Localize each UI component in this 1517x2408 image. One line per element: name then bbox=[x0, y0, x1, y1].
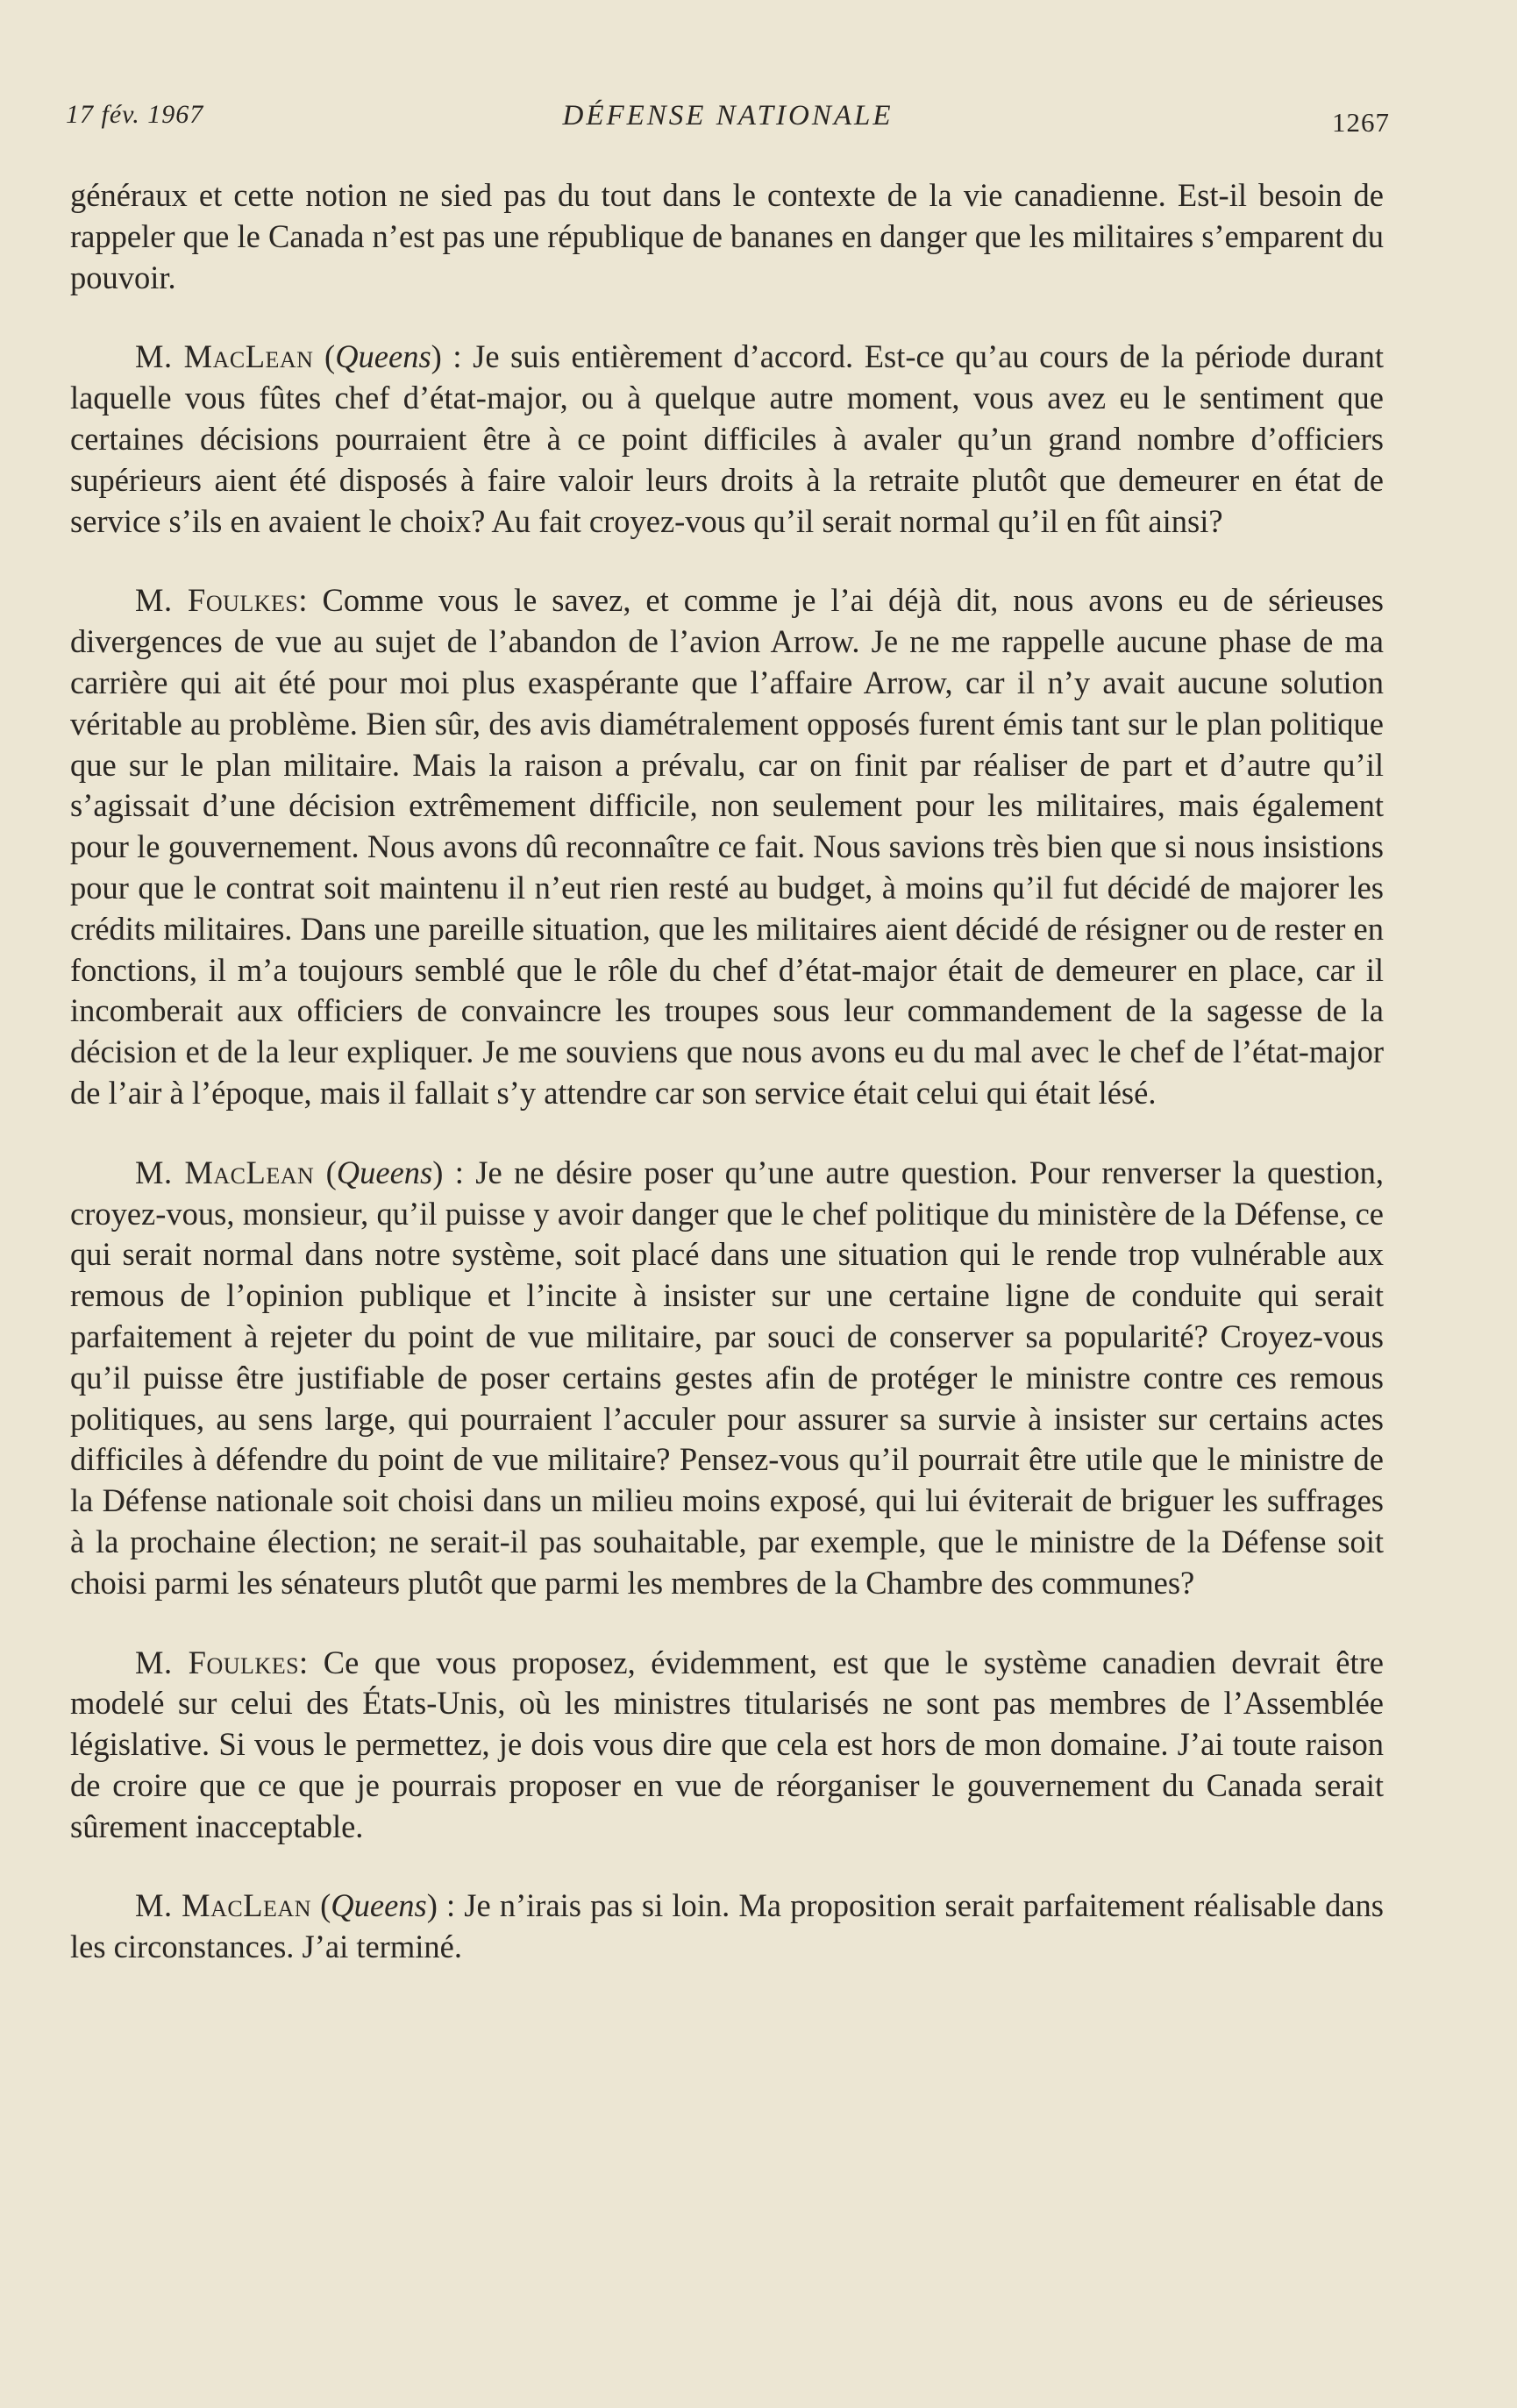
paragraph-foulkes-1: M. Foulkes: Comme vous le savez, et comme je l’ai déjà dit, nous avons eu de sérieuses divergences de vue au sujet de l’abandon de l’avion Arrow. Je ne me rappelle aucune phase de ma carrière qui ait été pour moi plus exaspérante que l’affaire Arrow, car il n’y avait aucune solution véritable au problème. Bien sûr, des avis diamétralement opposés furent émis tant sur le plan politique que sur le plan militaire. Mais la raison a prévalu, car on finit par réaliser de part et d’autre qu’il s’agissait d’une décision extrêmement difficile, non seulement pour les militaires, mais également pour le gouvernement. Nous avons dû reconnaître ce fait. Nous savions très bien que si nous insistions pour que le contrat soit maintenu il n’eut rien resté au budget, à moins qu’il fut décidé de majorer les crédits militaires. Dans une pareille situation, que les militaires aient décidé de résigner ou de rester en fonctions, il m’a toujours semblé que le rôle du chef d’état-major était de demeurer en place, car il incomberait aux officiers de convaincre les troupes sous leur commandement de la sagesse de la décision et de la leur expliquer. Je me souviens que nous avons eu du mal avec le chef de l’état-major de l’air à l’époque, mais il fallait s’y attendre car son service était celui qui était lésé. bbox=[70, 582, 1384, 1111]
speaker-riding: Queens bbox=[335, 338, 431, 375]
document-body bbox=[70, 175, 1384, 2007]
paragraph-text: Ce que vous proposez, évidemment, est que le système canadien devrait être modelé sur celui des États-Unis, où les ministres titularisés ne sont pas membres de l’Assemblée législative. Si vous le permettez, je dois vous dire que cela est hors de mon domaine. J’ai toute raison de croire que ce que je pourrais proposer en vue de réorganiser le gouvernement du Canada serait sûrement inacceptable. bbox=[70, 1644, 1384, 1844]
speaker-riding: Queens bbox=[331, 1887, 427, 1924]
paragraph-text: Comme vous le savez, et comme je l’ai déjà dit, nous avons eu de sérieuses divergences de vue au sujet de l’abandon de l’avion Arrow. Je ne me rappelle aucune phase de ma carrière qui ait été pour moi plus exaspérante que l’affaire Arrow, car il n’y avait aucune solution véritable au problème. Bien sûr, des avis diamétralement opposés furent émis tant sur le plan politique que sur le plan militaire. Mais la raison a prévalu, car on finit par réaliser de part et d’autre qu’il s’agissait d’une décision extrêmement difficile, non seulement pour les militaires, mais également pour le gouvernement. Nous avons dû reconnaître ce fait. Nous savions très bien que si nous insistions pour que le contrat soit maintenu il n’eut rien resté au budget, à moins qu’il fut décidé de majorer les crédits militaires. Dans une pareille situation, que les militaires aient décidé de résigner ou de rester en fonctions, il m’a toujours semblé que le rôle du chef d’état-major était de demeurer en place, car il incomberait aux officiers de convaincre les troupes sous leur commandement de la sagesse de la décision et de la leur expliquer. Je me souviens que nous avons eu du mal avec le chef de l’état-major de l’air à l’époque, mais il fallait s’y attendre car son service était celui qui était lésé. bbox=[70, 582, 1384, 1111]
speaker-riding: Queens bbox=[336, 1154, 433, 1190]
speaker-name: M. MacLean bbox=[135, 1154, 315, 1190]
paragraph-text: généraux et cette notion ne sied pas du tout dans le contexte de la vie canadienne. Est-il besoin de rappeler que le Canada n’est pas une république de bananes en danger que les militaires s’emparent du pouvoir. bbox=[70, 177, 1384, 295]
paragraph-text: Je n’irais pas si loin. Ma proposition serait parfaitement réalisable dans les circonstances. J’ai terminé. bbox=[70, 1887, 1385, 1965]
paragraph-text: Je suis entièrement d’accord. Est-ce qu’au cours de la période durant laquelle vous fûtes chef d’état-major, ou à quelque autre moment, vous avez eu le sentiment que certaines décisions pourraient être à ce point difficiles à avaler qu’un grand nombre d’officiers supérieurs aient été disposés à faire valoir leurs droits à la retraite plutôt que demeurer en état de service s’ils en avaient le choix? Au fait croyez-vous qu’il serait normal qu’il en fût ainsi? bbox=[70, 338, 1385, 539]
speaker-name: M. MacLean bbox=[135, 338, 314, 375]
speaker-name: M. Foulkes bbox=[135, 582, 299, 619]
page-header bbox=[66, 95, 1390, 147]
paragraph-text: Je ne désire poser qu’une autre question. Pour renverser la question, croyez-vous, monsieur, qu’il puisse y avoir danger que le chef politique du ministère de la Défense, ce qui serait normal dans notre système, soit placé dans une situation qui le rende trop vulnérable aux remous de l’opinion publique et l’incite à insister sur une certaine ligne de conduite qui serait parfaitement à rejeter du point de vue militaire, par souci de conserver sa popularité? Croyez-vous qu’il puisse être justifiable de poser certains gestes afin de protéger le ministre contre ces remous politiques, au sens large, qui pourraient l’acculer pour assurer sa survie à insister sur certains actes difficiles à défendre du point de vue militaire? Pensez-vous qu’il pourrait être utile que le ministre de la Défense nationale soit choisi dans un milieu moins exposé, qui lui éviterait de briguer les suffrages à la prochaine élection; ne serait-il pas souhaitable, par exemple, que le ministre de la Défense soit choisi parmi les sénateurs plutôt que parmi les membres de la Chambre des communes? bbox=[70, 1154, 1384, 1601]
paragraph-foulkes-2: M. Foulkes: Ce que vous proposez, évidemment, est que le système canadien devrait être modelé sur celui des États-Unis, où les ministres titularisés ne sont pas membres de l’Assemblée législative. Si vous le permettez, je dois vous dire que cela est hors de mon domaine. J’ai toute raison de croire que ce que je pourrais proposer en vue de réorganiser le gouvernement du Canada serait sûrement inacceptable. bbox=[70, 1644, 1384, 1844]
paragraph-maclean-1: M. MacLean (Queens) : Je suis entièrement d’accord. Est-ce qu’au cours de la période durant laquelle vous fûtes chef d’état-major, ou à quelque autre moment, vous avez eu le sentiment que certaines décisions pourraient être à ce point difficiles à avaler qu’un grand nombre d’officiers supérieurs aient été disposés à faire valoir leurs droits à la retraite plutôt que demeurer en état de service s’ils en avaient le choix? Au fait croyez-vous qu’il serait normal qu’il en fût ainsi? bbox=[70, 338, 1385, 539]
paragraph-maclean-2: M. MacLean (Queens) : Je ne désire poser qu’une autre question. Pour renverser la question, croyez-vous, monsieur, qu’il puisse y avoir danger que le chef politique du ministère de la Défense, ce qui serait normal dans notre système, soit placé dans une situation qui le rende trop vulnérable aux remous de l’opinion publique et l’incite à insister sur une certaine ligne de conduite qui serait parfaitement à rejeter du point de vue militaire, par souci de conserver sa popularité? Croyez-vous qu’il puisse être justifiable de poser certains gestes afin de protéger le ministre contre ces remous politiques, au sens large, qui pourraient l’acculer pour assurer sa survie à insister sur certains actes difficiles à défendre du point de vue militaire? Pensez-vous qu’il pourrait être utile que le ministre de la Défense nationale soit choisi dans un milieu moins exposé, qui lui éviterait de briguer les suffrages à la prochaine élection; ne serait-il pas souhaitable, par exemple, que le ministre de la Défense soit choisi parmi les sénateurs plutôt que parmi les membres de la Chambre des communes? bbox=[70, 1154, 1384, 1601]
paragraph-maclean-3: M. MacLean (Queens) : Je n’irais pas si loin. Ma proposition serait parfaitement réalisable dans les circonstances. J’ai terminé. bbox=[70, 1887, 1385, 1965]
page-number: 1267 bbox=[1332, 107, 1390, 138]
speaker-name: M. MacLean bbox=[135, 1887, 311, 1924]
paragraph-continuation bbox=[70, 175, 1384, 298]
header-date: 17 fév. 1967 bbox=[66, 100, 204, 129]
header-title: DÉFENSE NATIONALE bbox=[562, 100, 894, 131]
speaker-name: M. Foulkes bbox=[135, 1644, 300, 1680]
